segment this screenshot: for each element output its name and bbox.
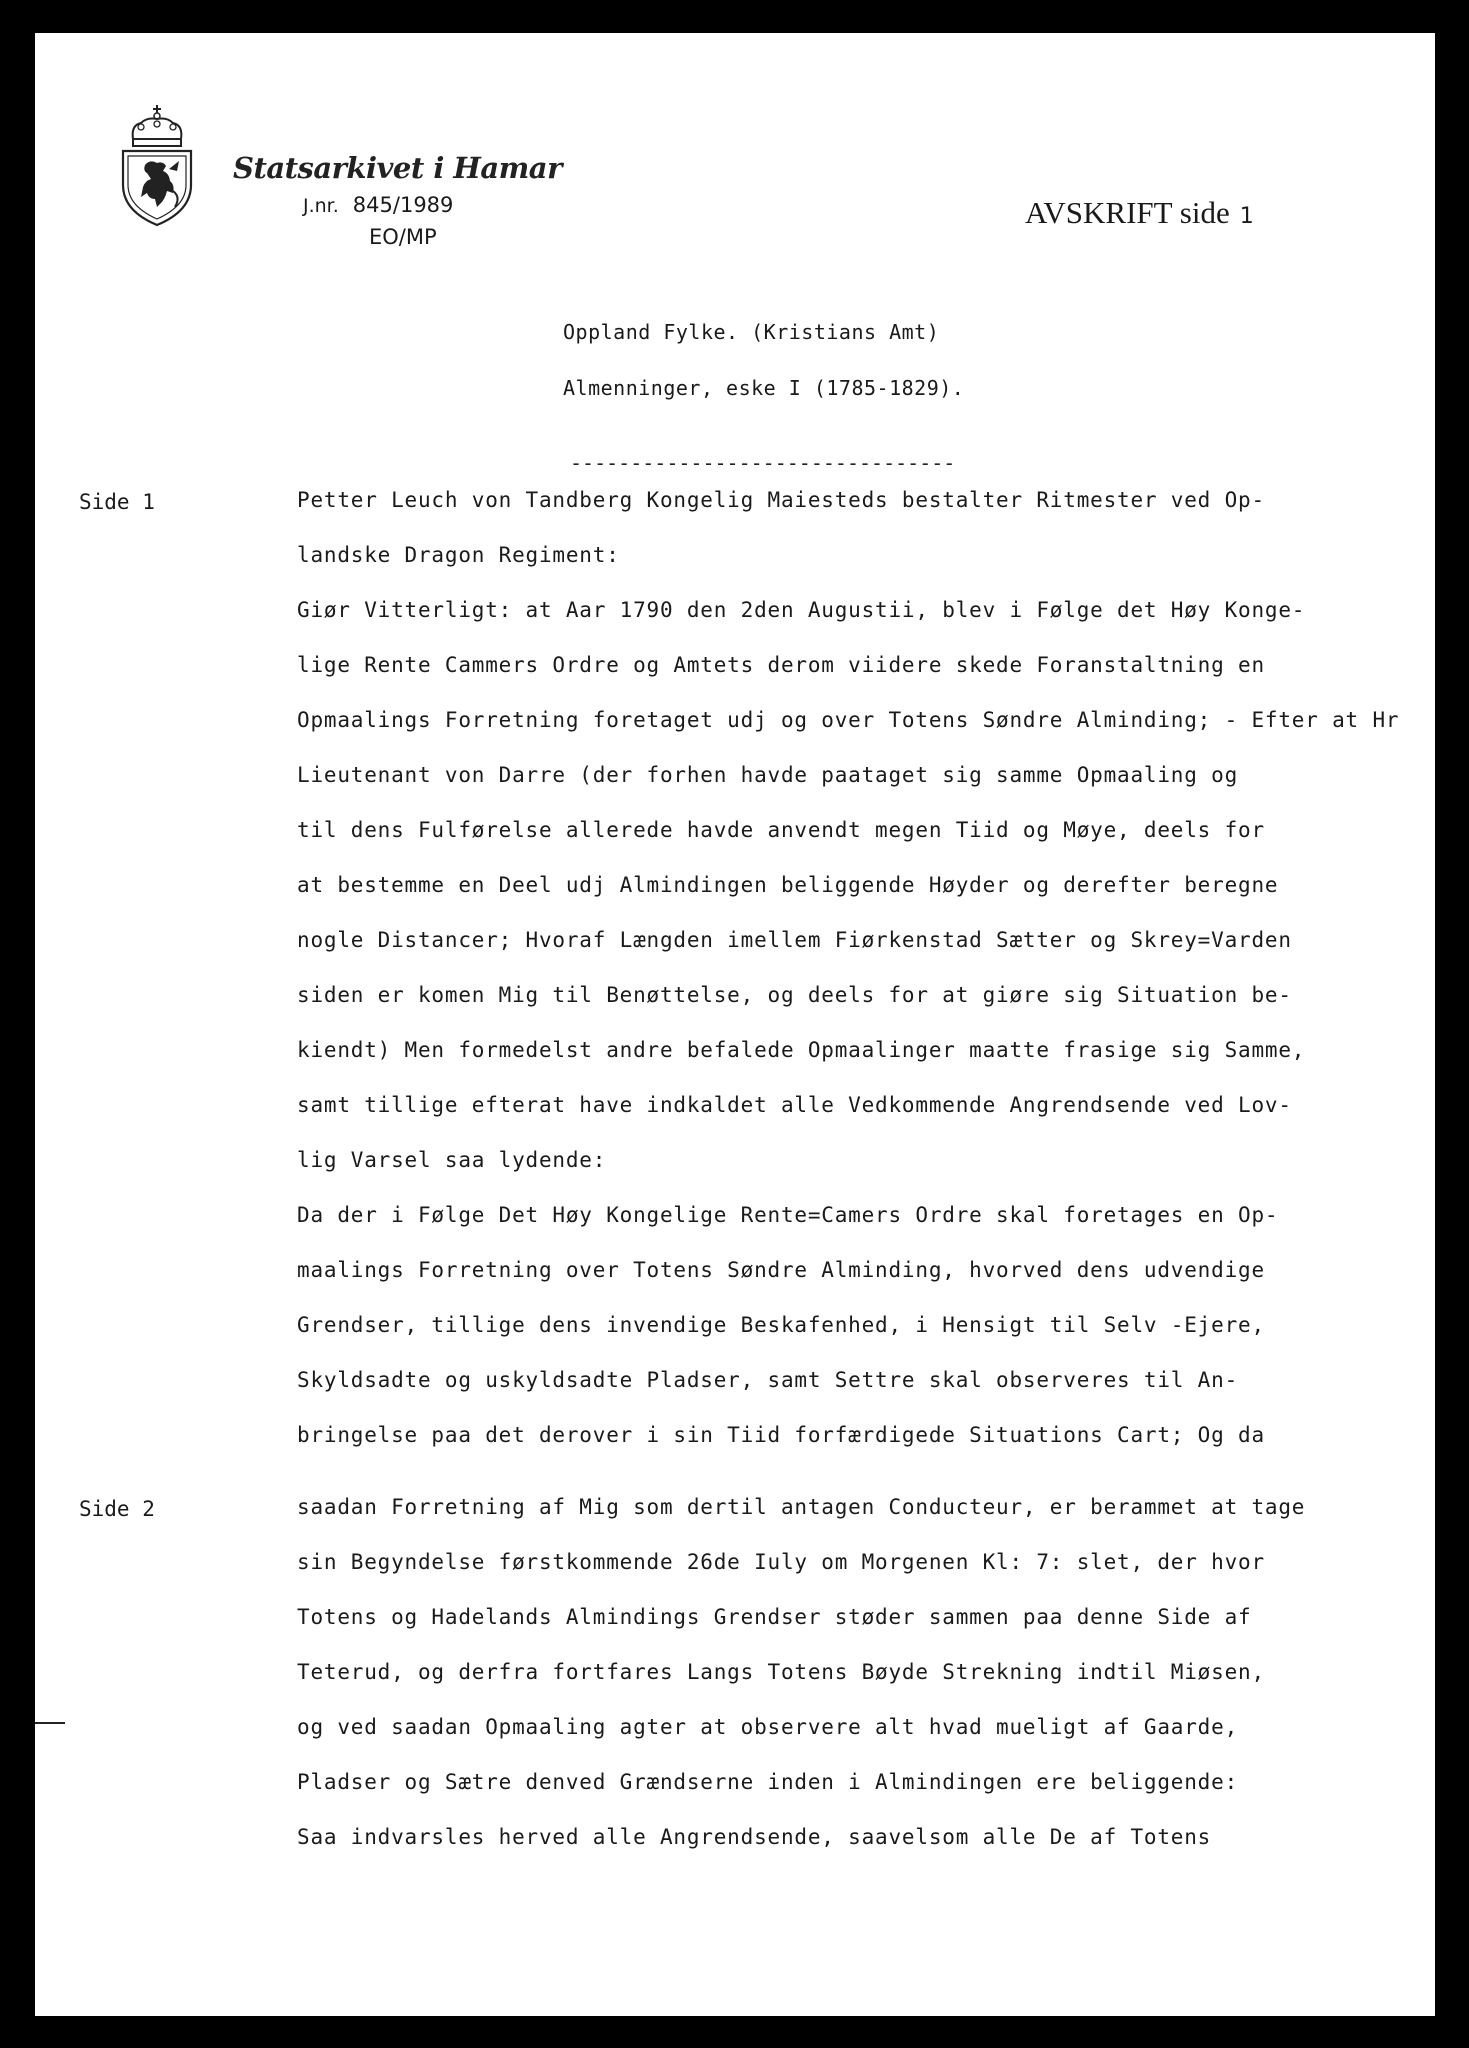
text-line: landske Dragon Regiment: <box>297 543 620 567</box>
text-line: Giør Vitterligt: at Aar 1790 den 2den Augustii, blev i Følge det Høy Konge- <box>297 598 1306 622</box>
text-line: Pladser og Sætre denved Grændserne inden i Almindingen ere beliggende: <box>297 1770 1239 1794</box>
coat-of-arms-icon <box>117 103 197 228</box>
text-line: Opmaalings Forretning foretaget udj og over Totens Søndre Alminding; - Efter at Hr <box>297 708 1400 732</box>
text-line: sin Begyndelse førstkommende 26de Iuly om Morgenen Kl: 7: slet, der hvor <box>297 1550 1265 1574</box>
text-line: lig Varsel saa lydende: <box>297 1148 607 1172</box>
page-number: 1 <box>1239 204 1254 229</box>
text-line: saadan Forretning af Mig som dertil antagen Conducteur, er berammet at tage <box>297 1495 1306 1519</box>
heading-county: Oppland Fylke. (Kristians Amt) <box>563 320 940 344</box>
journal-number-value: 845/1989 <box>352 193 454 217</box>
text-line: maalings Forretning over Totens Søndre Alminding, hvorved dens udvendige <box>297 1258 1265 1282</box>
text-line: nogle Distancer; Hvoraf Længden imellem Fiørkenstad Sætter og Skrey=Varden <box>297 928 1292 952</box>
text-line: og ved saadan Opmaaling agter at observere alt hvad mueligt af Gaarde, <box>297 1715 1239 1739</box>
text-line: Da der i Følge Det Høy Kongelige Rente=Camers Ordre skal foretages en Op- <box>297 1203 1279 1227</box>
text-line: Saa indvarsles herved alle Angrendsende, saavelsom alle De af Totens <box>297 1825 1212 1849</box>
text-line: Petter Leuch von Tandberg Kongelig Maiesteds bestalter Ritmester ved Op- <box>297 488 1265 512</box>
journal-number-label: J.nr. <box>303 195 339 217</box>
text-line: Teterud, og derfra fortfares Langs Totens Bøyde Strekning indtil Miøsen, <box>297 1660 1265 1684</box>
journal-number <box>303 193 453 217</box>
page-title-text: AVSKRIFT side <box>1025 195 1230 230</box>
text-line: Lieutenant von Darre (der forhen havde paataget sig samme Opmaaling og <box>297 763 1239 787</box>
text-line: lige Rente Cammers Ordre og Amtets derom viidere skede Foranstaltning en <box>297 653 1265 677</box>
text-line: Totens og Hadelands Almindings Grendser støder sammen paa denne Side af <box>297 1605 1252 1629</box>
text-line: siden er komen Mig til Benøttelse, og deels for at giøre sig Situation be- <box>297 983 1292 1007</box>
heading-collection: Almenninger, eske I (1785-1829). <box>563 376 965 400</box>
text-line: bringelse paa det derover i sin Tiid forfærdigede Situations Cart; Og da <box>297 1423 1265 1447</box>
archive-name: Statsarkivet i Hamar <box>233 151 562 185</box>
text-line: Grendser, tillige dens invendige Beskafenhed, i Hensigt til Selv -Ejere, <box>297 1313 1265 1337</box>
margin-tick-mark <box>35 1722 65 1724</box>
heading-divider-text: -------------------------------- <box>570 451 956 475</box>
text-line: at bestemme en Deel udj Almindingen beliggende Høyder og derefter beregne <box>297 873 1279 897</box>
margin-note-side-2: Side 2 <box>79 1497 155 1521</box>
margin-note-side-1: Side 1 <box>79 490 155 514</box>
text-line: kiendt) Men formedelst andre befalede Opmaalinger maatte frasige sig Samme, <box>297 1038 1306 1062</box>
text-line: Skyldsadte og uskyldsadte Pladser, samt Settre skal observeres til An- <box>297 1368 1239 1392</box>
text-line: samt tillige efterat have indkaldet alle Vedkommende Angrendsende ved Lov- <box>297 1093 1292 1117</box>
page-title <box>1025 195 1254 231</box>
text-line: til dens Fulførelse allerede havde anvendt megen Tiid og Møye, deels for <box>297 818 1265 842</box>
signature-code: EO/MP <box>369 225 437 249</box>
document-page <box>35 33 1435 2016</box>
